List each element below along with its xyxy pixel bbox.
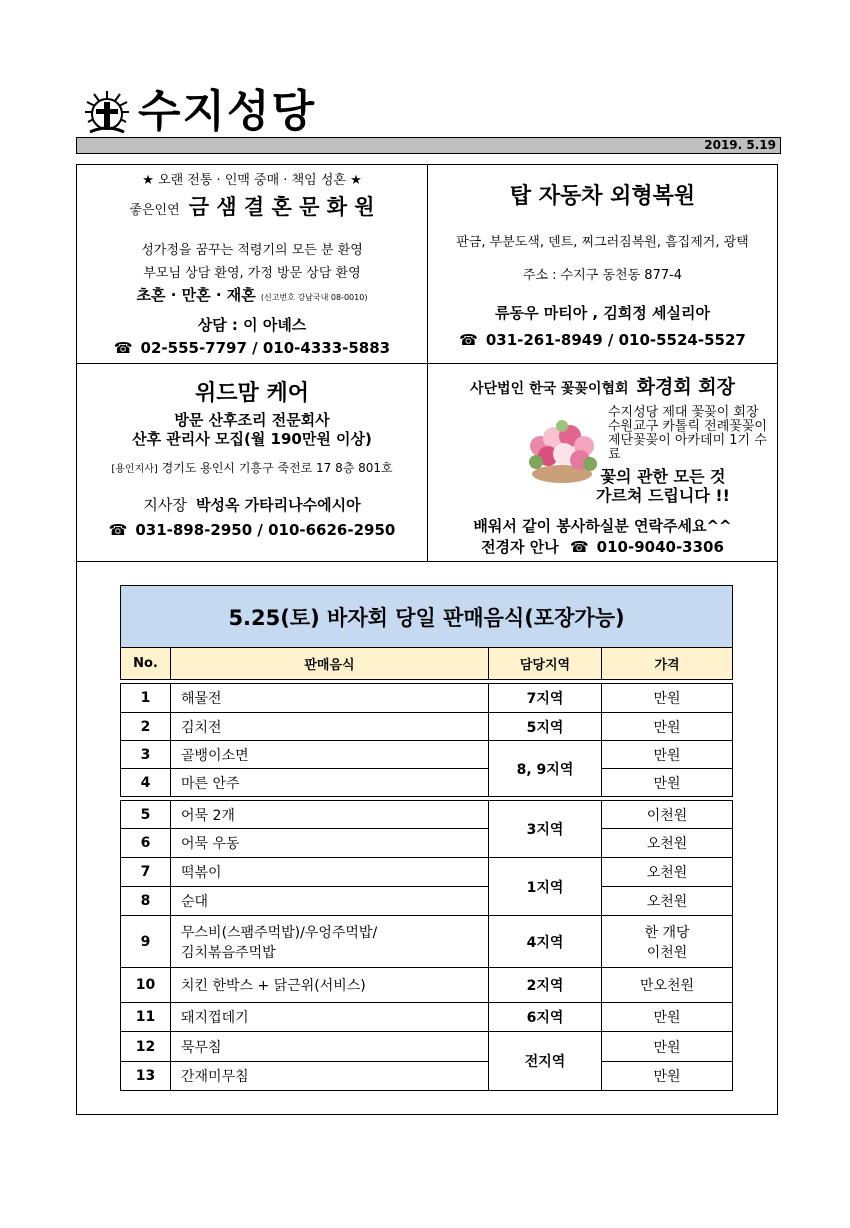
row-price: 오천원 [602,887,733,916]
flower-desc1: 수지성당 제대 꽃꽂이 회장 [608,405,759,420]
row-price: 만원 [602,741,733,769]
ad-care [77,364,428,561]
care-phone: 031-898-2950 / 010-6626-2950 [135,521,396,539]
care-manager-line [77,494,427,515]
flower-header-line [428,372,777,399]
care-manager: 박성옥 가타리나수에시아 [195,496,361,514]
flower-phone: 010-9040-3306 [596,538,724,556]
table-row [121,713,733,741]
row-price: 오천원 [602,858,733,887]
care-title: 위드맘 케어 [195,381,309,406]
row-no: 4 [121,769,171,797]
wedding-types: 초혼 · 만혼 · 재혼 [136,286,256,304]
row-region: 4지역 [489,916,602,968]
wedding-phone-line [77,339,427,357]
wedding-reg: (신고번호 강남국내 08-0010) [260,293,368,302]
col-header-price: 가격 [602,648,733,680]
car-phone: 031-261-8949 / 010-5524-5527 [485,331,746,349]
wedding-types-line [77,284,427,305]
table-row [121,1032,733,1062]
header-bar [76,137,781,154]
wedding-tagline: ★ 오랜 전통 · 인맥 중매 · 책임 성혼 ★ [142,173,362,188]
ad-wedding [77,165,428,364]
row-price-line1: 한 개당 [644,924,690,941]
row-price: 만원 [602,684,733,713]
flower-org: 사단법인 한국 꽃꽂이협회 [470,381,629,397]
flower-contact-line [428,536,777,557]
car-address: 주소 : 수지구 동천동 877-4 [522,268,683,283]
wedding-name-line [77,191,427,221]
flower-slogan-block [538,467,788,505]
row-price-line2: 이천원 [646,944,688,961]
wedding-desc1: 성가정을 꿈꾸는 적령기의 모든 분 환영 [141,243,363,258]
col-header-region: 담당지역 [489,648,602,680]
row-no: 12 [121,1032,171,1062]
car-services: 판금, 부분도색, 덴트, 찌그러짐복원, 흠집제거, 광택 [456,235,749,250]
row-no: 8 [121,887,171,916]
row-food [171,916,489,968]
cross-logo-icon [82,88,132,138]
wedding-phone: 02-555-7797 / 010-4333-5883 [140,339,391,357]
menu-title: 5.25(토) 바자회 당일 판매음식(포장가능) [121,586,733,648]
care-desc1: 방문 산후조리 전문회사 [174,411,330,429]
table-row [121,858,733,887]
care-address-line [77,459,427,476]
row-region: 8, 9지역 [489,741,602,797]
phone-icon: ☎ [108,521,128,539]
care-phone-line [77,521,427,539]
church-name-title: 수지성당 [138,86,317,137]
row-food: 골뱅이소면 [171,741,489,769]
table-row [121,829,733,858]
issue-date: 2019. 5.19 [704,138,776,152]
row-price: 만오천원 [602,968,733,1003]
care-branch: [용인지사] [111,464,158,475]
row-food: 어묵 우동 [171,829,489,858]
row-price: 이천원 [602,801,733,829]
row-food: 치킨 한박스 + 닭근위(서비스) [171,968,489,1003]
flower-desc3: 제단꽃꽂이 아카데미 1기 수료 [608,433,767,462]
row-no: 1 [121,684,171,713]
wedding-consult: 상담 : 이 아녜스 [197,316,307,334]
flower-president: 화경회 회장 [636,376,735,398]
table-row [121,916,733,968]
table-row [121,887,733,916]
table-row [121,1003,733,1032]
flower-contact-name: 전경자 안나 [481,538,559,556]
row-no: 2 [121,713,171,741]
row-no: 13 [121,1062,171,1091]
row-no: 7 [121,858,171,887]
row-food: 해물전 [171,684,489,713]
wedding-desc2: 부모님 상담 환영, 가정 방문 상담 환영 [143,266,361,281]
church-logo [82,88,132,138]
row-no: 10 [121,968,171,1003]
row-no: 11 [121,1003,171,1032]
care-desc2: 산후 관리사 모집(월 190만원 이상) [132,430,372,448]
row-food: 김치전 [171,713,489,741]
row-region: 6지역 [489,1003,602,1032]
row-region: 1지역 [489,858,602,916]
bazaar-menu-table [120,585,733,1091]
row-food: 돼지껍데기 [171,1003,489,1032]
phone-icon: ☎ [459,331,478,349]
row-region: 3지역 [489,801,602,858]
care-manager-label: 지사장 [143,496,187,514]
ad-car [428,165,777,364]
row-no: 5 [121,801,171,829]
row-price: 오천원 [602,829,733,858]
table-row [121,684,733,713]
care-address: 경기도 용인시 기흥구 죽전로 17 8층 801호 [161,461,393,475]
car-title: 탑 자동차 외형복원 [509,184,696,209]
table-row [121,801,733,829]
row-region: 전지역 [489,1032,602,1091]
table-row [121,1062,733,1091]
flower-desc-block [608,406,777,462]
row-no: 9 [121,916,171,968]
row-price: 만원 [602,713,733,741]
row-food-line2: 김치볶음주먹밥 [181,944,276,961]
row-region: 7지역 [489,684,602,713]
row-food: 어묵 2개 [171,801,489,829]
row-food: 순대 [171,887,489,916]
wedding-prefix: 좋은인연 [129,203,180,218]
table-row [121,741,733,769]
row-food: 마른 안주 [171,769,489,797]
flower-slogan1: 꽃의 관한 모든 것 [600,467,726,486]
wedding-name: 금 샘 결 혼 문 화 원 [188,195,375,219]
row-price: 만원 [602,769,733,797]
row-region: 2지역 [489,968,602,1003]
row-food: 떡볶이 [171,858,489,887]
row-price [602,916,733,968]
flower-slogan2: 가르쳐 드립니다 !! [596,486,730,505]
row-food-line1: 무스비(스팸주먹밥)/우엉주먹밥/ [181,924,378,941]
row-price: 만원 [602,1003,733,1032]
row-region: 5지역 [489,713,602,741]
row-food: 묵무침 [171,1032,489,1062]
phone-icon: ☎ [569,538,589,556]
col-header-no: No. [121,648,171,680]
car-owners: 류동우 마티아 , 김희정 세실리아 [495,304,710,322]
flower-recruit: 배워서 같이 봉사하실분 연락주세요^^ [473,517,732,535]
row-no: 6 [121,829,171,858]
ads-grid [76,164,778,562]
table-row [121,769,733,797]
flower-desc2: 수원교구 카톨릭 전례꽃꽂이 [608,419,767,434]
table-row [121,968,733,1003]
row-price: 만원 [602,1062,733,1091]
ad-flower [428,364,777,561]
car-phone-line [428,331,777,349]
phone-icon: ☎ [113,339,133,357]
row-no: 3 [121,741,171,769]
row-food: 간재미무침 [171,1062,489,1091]
col-header-food: 판매음식 [171,648,489,680]
row-price: 만원 [602,1032,733,1062]
